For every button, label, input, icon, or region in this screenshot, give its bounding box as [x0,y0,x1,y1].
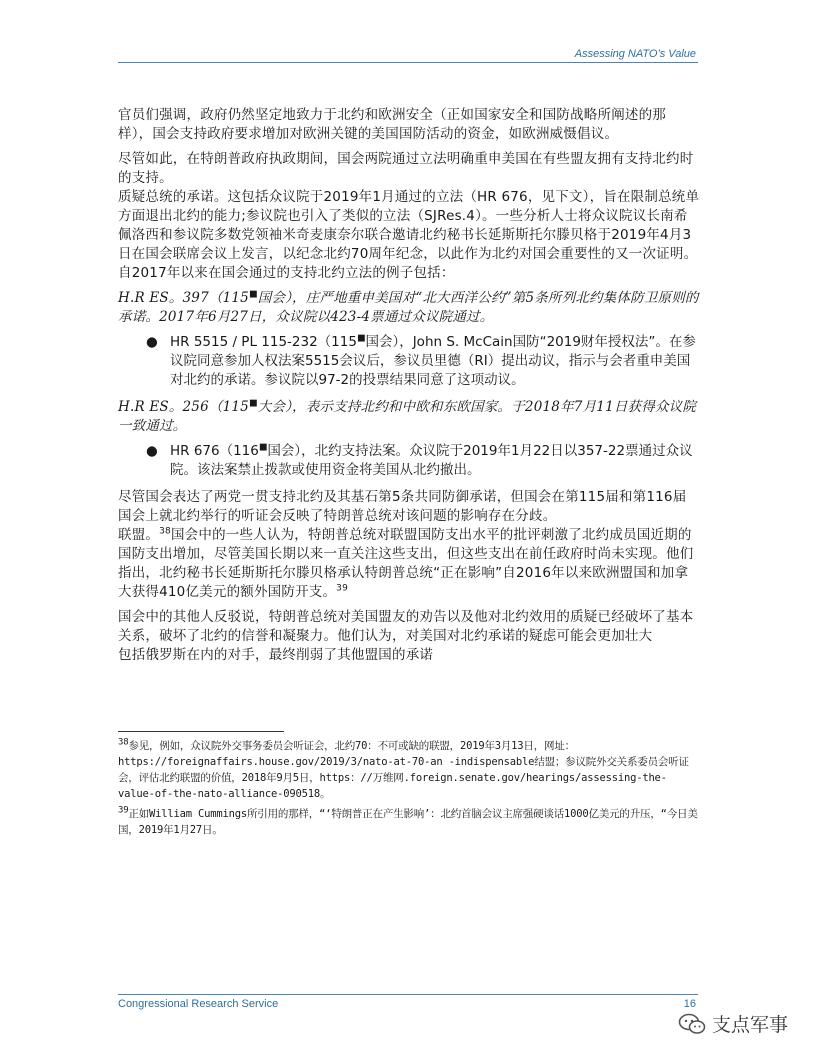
bullet-list-2 [118,442,700,480]
paragraph-5 [118,526,700,602]
header-title: Assessing NATO’s Value [574,48,696,60]
wechat-icon [678,1013,706,1035]
bullet-hr-5515-text: 国会），John S. McCain国防“2019财年授权法”。在参议院同意参加人权法案5515会议后，参议员里德（RI）提出动议，指示与会者重申美国对北约的承诺。参议院以97-2的投票结果同意了这项动议。 [170,334,696,388]
paragraph-2: 尽管如此，在特朗普政府执政期间，国会两院通过立法明确重申美国在有些盟友拥有支持北约时的支持。 [118,151,694,186]
bill-hres-256-id: H.R ES。256（115 [118,399,249,415]
bill-hres-397 [118,289,700,327]
bill-hres-256-text: 大会），表示支持北约和中欧和东欧国家。于2018年7月11日获得众议院一致通过。 [118,399,697,434]
footnote-38-text: 参见，例如，众议院外交事务委员会听证会，北约70：不可或缺的联盟，2019年3月13日，网址：https://foreignaffairs.house.gov/2019/3/nato-at-70-an -indispensable结盟；参议院外交关系委员会听证会，评估北约联盟的价值，2018年9月5日，https：//万维网.foreign.senate.gov/hearings/assessing-the-value-of-the-nato-alliance-090518。 [118,740,689,800]
footnote-ref-38[interactable]: 38 [159,526,171,537]
paragraph-6: 国会中的其他人反驳说，特朗普总统对美国盟友的劝告以及他对北约效用的质疑已经破坏了基本关系，破坏了北约的信誉和凝聚力。他们认为，对美国对北约承诺的疑虑可能会更加壮大 [118,609,694,644]
footer-org: Congressional Research Service [118,998,279,1010]
watermark-text: 支点军事 [711,1014,788,1036]
footnote-38 [118,738,700,802]
footnote-number: 38 [118,737,129,748]
paragraph-7: 包括俄罗斯在内的对手，最终削弱了其他盟国的承诺 [118,647,434,663]
ordinal-mark-icon: ■ [258,442,268,453]
footnote-rule [118,731,284,732]
watermark [678,1010,788,1037]
main-content [118,106,700,671]
bullet-list-1 [118,333,700,390]
bill-hres-397-text: 国会），庄严地重申美国对“北大西洋公约”第5条所列北约集体防卫原则的承诺。2017年6月27日，众议院以423-4票通过众议院通过。 [118,290,699,325]
bill-hres-256 [118,398,700,436]
ordinal-mark-icon: ■ [248,289,258,300]
list-item [146,442,700,480]
footer-rule [118,994,698,995]
paragraph-4: 尽管国会表达了两党一贯支持北约及其基石第5条共同防御承诺，但国会在第115届和第116届国会上就北约举行的听证会反映了特朗普总统对该问题的影响存在分歧。 [118,489,687,524]
page-number: 16 [683,998,696,1010]
footnote-39 [118,806,700,838]
ordinal-mark-icon: ■ [248,398,258,409]
ordinal-mark-icon: ■ [356,333,366,344]
footnote-39-text: 正如William Cummings所引用的那样，“‘特朗普正在产生影响’：北约首脑会议主席强硬谈话1000亿美元的升压，“今日美国，2019年1月27日。 [118,808,698,836]
footnotes [118,738,700,842]
paragraph-3: 质疑总统的承诺。这包括众议院于2019年1月通过的立法（HR 676，见下文），旨在限制总统单方面退出北约的能力;参议院也引入了类似的立法（SJRes.4）。一些分析人士将众议院议长南希佩洛西和参议院多数党领袖米奇麦康奈尔联合邀请北约秘书长延斯斯托尔滕贝格于2019年4月3日在国会联席会议上发言，以纪念北约70周年纪念，以此作为北约对国会重要性的又一次证明。自2017年以来在国会通过的支持北约立法的例子包括： [118,189,700,281]
bullet-hr-676-id: HR 676（116 [170,443,259,459]
footnote-number: 39 [118,805,129,816]
bullet-icon: ● [146,443,158,459]
bullet-icon: ● [146,334,158,350]
footnote-ref-39[interactable]: 39 [336,583,349,594]
paragraph-5-body: 国会中的一些人认为，特朗普总统对联盟国防支出水平的批评刺激了北约成员国近期的国防支出增加，尽管美国长期以来一直关注这些支出，但这些支出在前任政府时尚未实现。他们指出，北约秘书长延斯斯托尔滕贝格承认特朗普总统“正在影响”自2016年以来欧洲盟国和加拿大获得410亿美元的额外国防开支。 [118,527,694,600]
bullet-hr-676-text: 国会），北约支持法案。众议院于2019年1月22日以357-22票通过众议院。该法案禁止拨款或使用资金将美国从北约撤出。 [170,443,693,478]
list-item [146,333,700,390]
bill-hres-397-id: H.R ES。397（115 [118,290,249,306]
header-rule [118,62,698,63]
paragraph-5-lead: 联盟。 [118,527,160,543]
bullet-hr-5515-id: HR 5515 / PL 115-232（115 [170,334,357,350]
paragraph-1: 官员们强调，政府仍然坚定地致力于北约和欧洲安全（正如国家安全和国防战略所阐述的那样），国会支持政府要求增加对欧洲关键的美国国防活动的资金，如欧洲威慑倡议。 [118,107,666,142]
